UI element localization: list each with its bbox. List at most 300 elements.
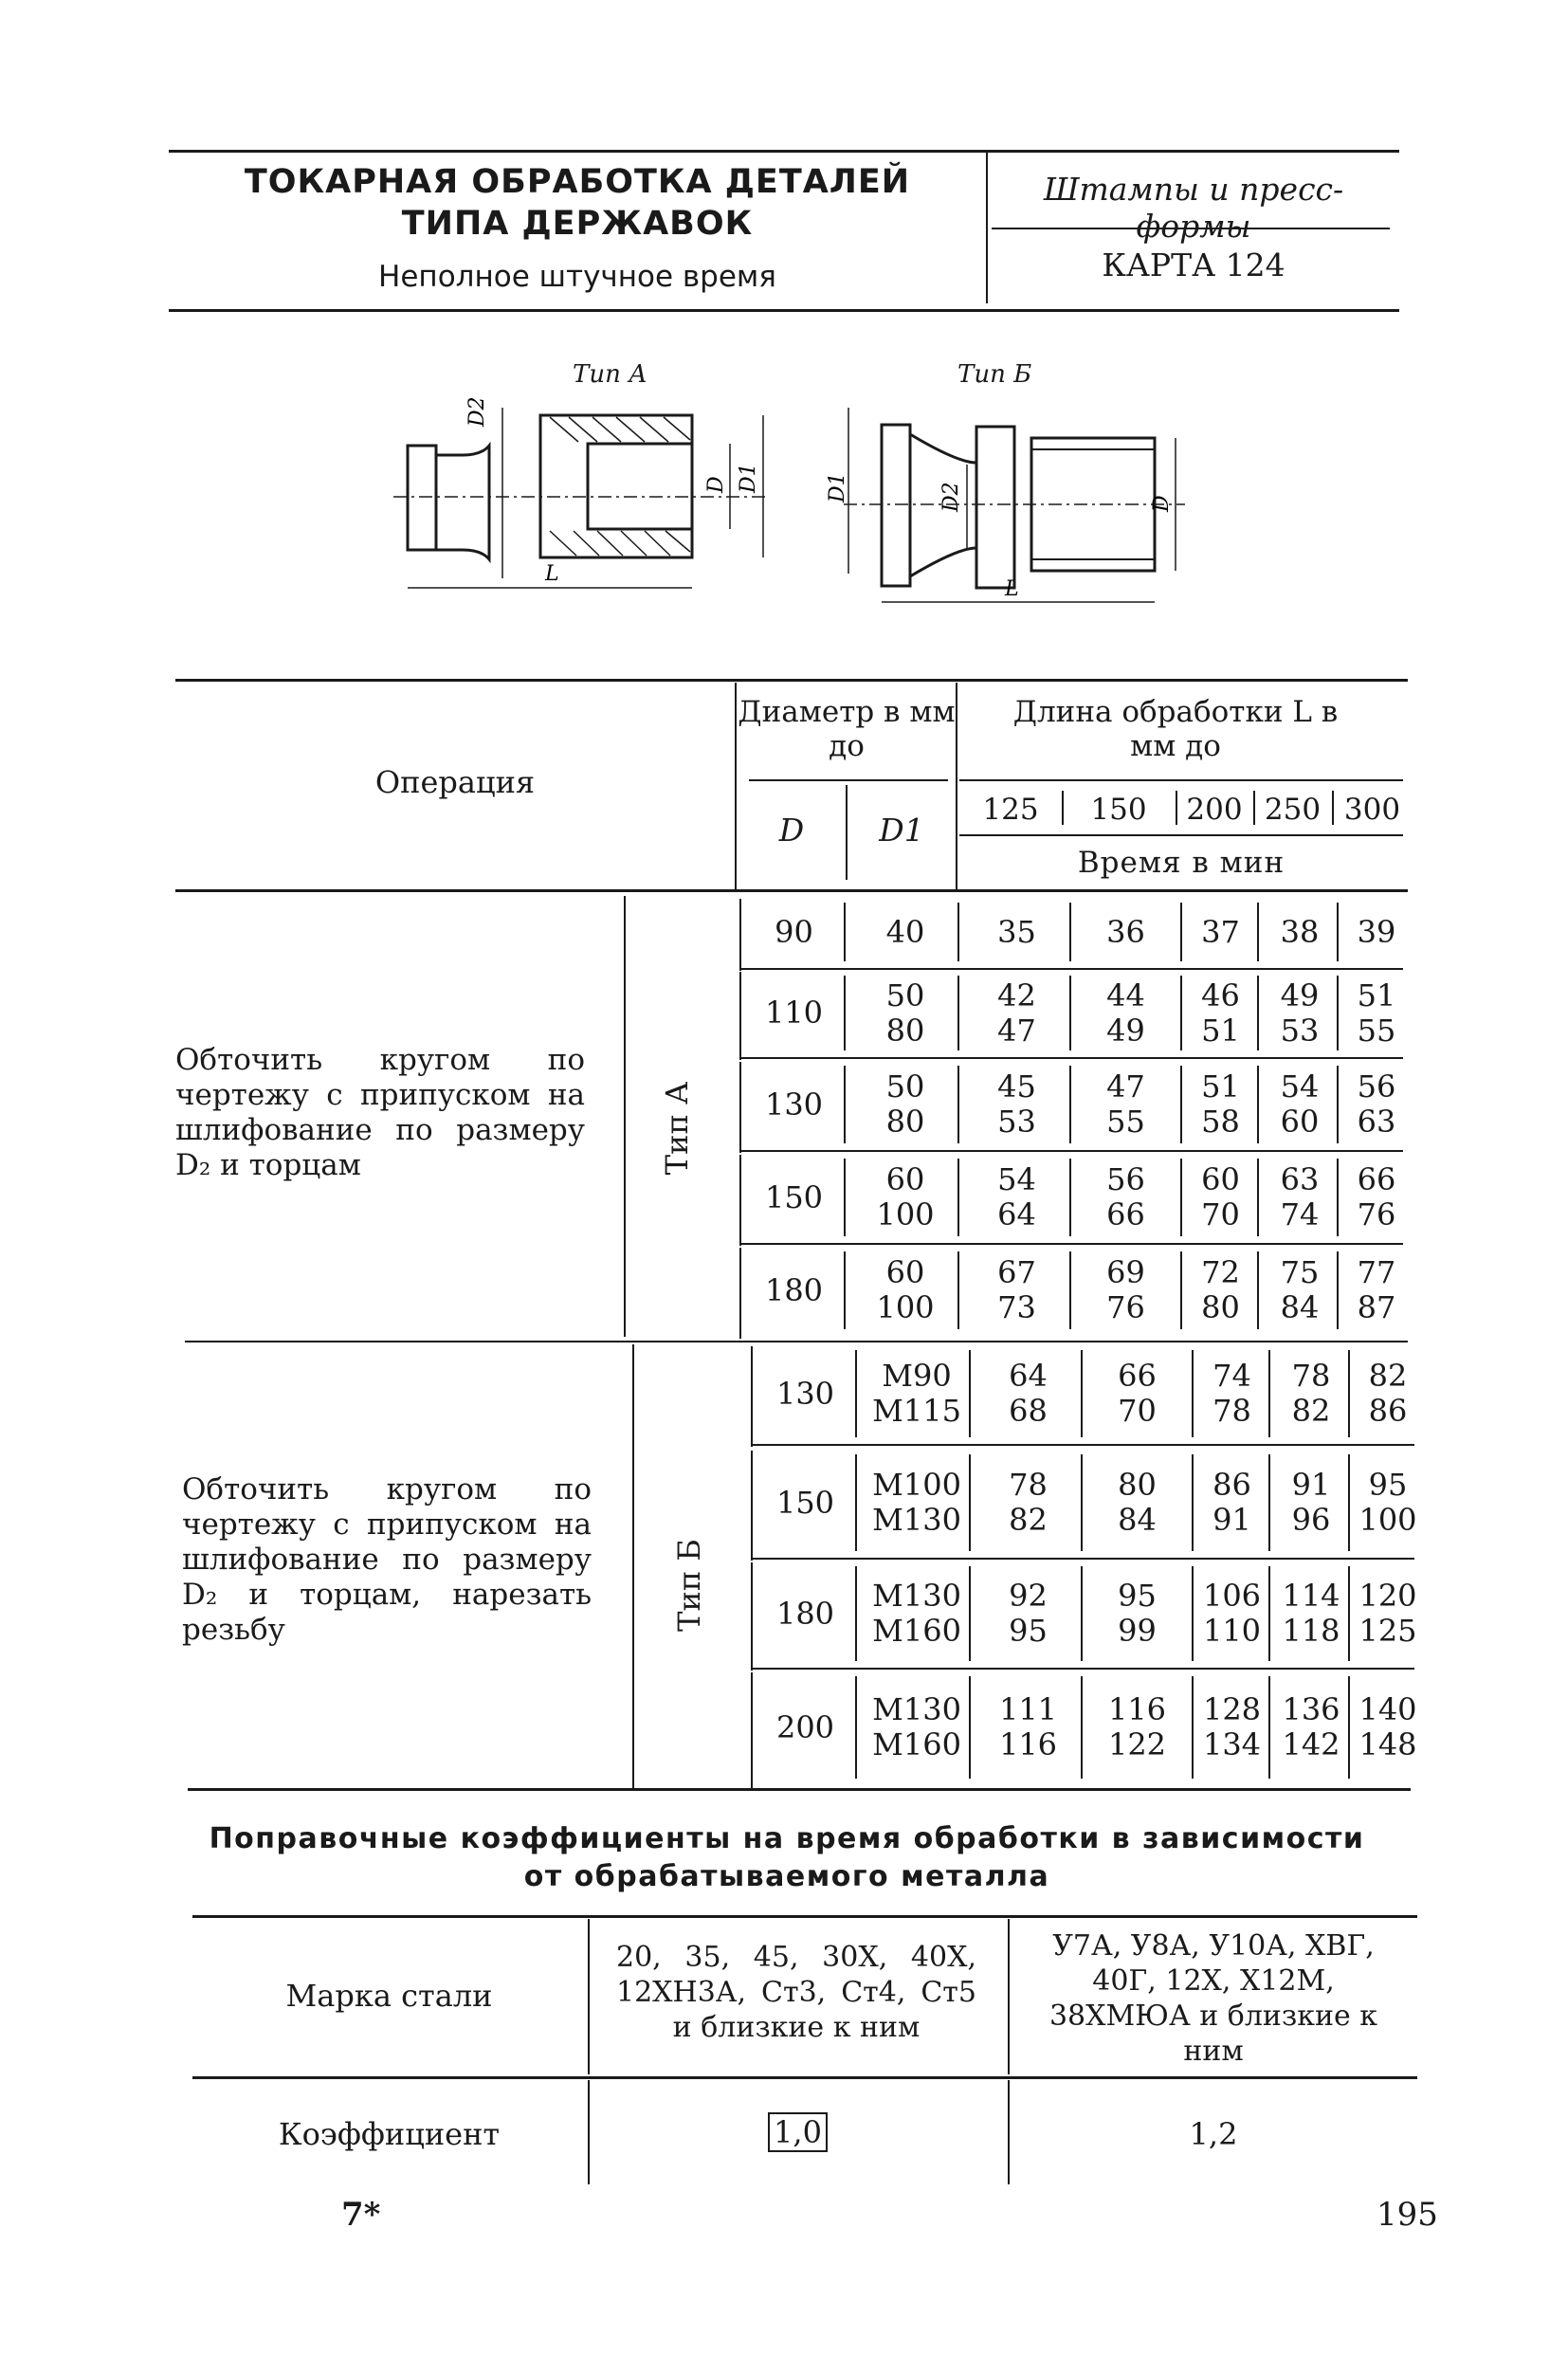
cell-time-line: 70: [1118, 1393, 1157, 1429]
cell-time-line: 84: [1280, 1289, 1320, 1325]
cell-time: [1071, 1255, 1180, 1325]
type-b-row-label: Тип Б: [671, 1539, 707, 1632]
length-col-separator: [1176, 791, 1177, 825]
cell-time-line: 64: [997, 1196, 1036, 1233]
length-col-separator: [1253, 791, 1255, 825]
cell-time-line: 110: [1202, 1613, 1262, 1649]
cell-time-line: 51: [1357, 977, 1396, 1014]
cell-time: [1071, 1162, 1180, 1233]
length-col-separator: [1332, 791, 1334, 825]
header-time-rule: [959, 834, 1403, 836]
cell-time: [1339, 1162, 1414, 1233]
cell-d1-line: M130: [872, 1502, 961, 1538]
cell-d1-line: M115: [872, 1393, 961, 1429]
cell-separator: [1180, 976, 1182, 1050]
cell-time-line: 56: [1357, 1068, 1396, 1105]
cell-time-line: 66: [1118, 1358, 1157, 1394]
col-operation-header: Операция: [374, 764, 536, 800]
cell-d1-line: 80: [885, 1104, 925, 1140]
row-left-border: [739, 1062, 741, 1153]
cell-time: [1192, 1468, 1272, 1538]
type-b-head: [882, 425, 910, 586]
cell-time: [1350, 1359, 1426, 1429]
cell-time: [1180, 1162, 1261, 1233]
cell-separator: [969, 1676, 971, 1779]
cell-separator: [1268, 1350, 1270, 1437]
cell-time-line: 100: [1358, 1502, 1417, 1538]
type-b-d-dim: D: [1150, 495, 1174, 512]
header-category: Штампы и пресс-формы: [1043, 171, 1344, 245]
header-vline-op: [735, 683, 737, 891]
row-left-border: [751, 1562, 753, 1671]
col-diameter-header: Диаметр в мм до: [738, 695, 956, 763]
cell-time: [1083, 1579, 1192, 1649]
cell-time: [1192, 1359, 1272, 1429]
cell-time-line: 111: [998, 1691, 1058, 1727]
cell-separator: [957, 1159, 959, 1236]
cell-time-line: 64: [1009, 1358, 1048, 1394]
cell-time: [1339, 1069, 1414, 1140]
length-col-header-3: 250: [1264, 793, 1322, 827]
cell-time: [1180, 915, 1261, 950]
cell-time-line: 140: [1358, 1691, 1417, 1727]
row-left-border: [751, 1451, 753, 1561]
correction-title-line2: от обрабатываемого металла: [523, 1860, 1050, 1893]
correction-row2-label: Коэффициент: [278, 2116, 501, 2152]
cell-time-line: 51: [1201, 1068, 1240, 1105]
cell-separator: [855, 1350, 857, 1437]
type-a-label: Тип А: [573, 360, 647, 389]
cell-time: [1261, 1162, 1339, 1233]
table-bottom-rule: [188, 1788, 1411, 1791]
cell-time: [1339, 915, 1414, 950]
cell-time: [1192, 1692, 1272, 1762]
correction-row1-col1: 20, 35, 45, 30Х, 40Х, 12ХН3А, Ст3, Ст4, Ст5 и близкие к ним: [616, 1941, 976, 2044]
length-col-separator: [1062, 791, 1064, 825]
cell-time: [1180, 978, 1261, 1049]
cell-time-line: 87: [1357, 1289, 1396, 1325]
cell-d1: [865, 1692, 969, 1762]
cell-time-line: 106: [1202, 1578, 1262, 1614]
type-a-head: [408, 446, 436, 550]
cell-time-line: 122: [1107, 1726, 1167, 1762]
type-a-bottom-rule: [185, 1341, 1408, 1342]
cell-time: [1350, 1579, 1426, 1649]
type-a-l-dim: L: [545, 562, 559, 586]
col-length-header: Длина обработки L в мм до: [1012, 695, 1339, 763]
cell-time-line: 44: [1106, 977, 1145, 1014]
cell-time-line: 38: [1280, 913, 1320, 950]
cell-time: [1071, 1069, 1180, 1140]
cell-separator: [1337, 903, 1339, 961]
cell-time: [1272, 1579, 1350, 1649]
cell-time-line: 92: [1009, 1578, 1048, 1614]
cell-separator: [1268, 1566, 1270, 1661]
cell-time-line: 37: [1201, 913, 1240, 950]
type-a-d-dim: D: [704, 476, 728, 493]
length-col-header-4: 300: [1343, 793, 1401, 827]
cell-d: 150: [775, 1484, 835, 1521]
cell-time: [1339, 1255, 1414, 1325]
cell-time-line: 63: [1280, 1161, 1320, 1197]
col-d1-header: D1: [879, 812, 924, 849]
header-top-rule: [169, 150, 1399, 153]
length-col-header-0: 125: [982, 793, 1039, 827]
cell-d: 130: [775, 1375, 835, 1412]
cell-time-line: 78: [1291, 1358, 1331, 1394]
cell-time-line: 51: [1201, 1012, 1240, 1049]
cell-time: [1272, 1359, 1350, 1429]
row-left-border: [739, 1248, 741, 1339]
cell-time-line: 66: [1106, 1196, 1145, 1233]
correction-row2-col2: 1,2: [1189, 2116, 1238, 2152]
cell-time: [1272, 1692, 1350, 1762]
cell-time-line: 99: [1118, 1613, 1157, 1649]
cell-separator: [969, 1454, 971, 1551]
cell-time-line: 142: [1282, 1726, 1340, 1762]
cell-d1: [865, 1579, 969, 1649]
cell-time-line: 70: [1201, 1196, 1240, 1233]
cell-d1-line: 60: [885, 1161, 925, 1197]
cell-separator: [957, 903, 959, 961]
cell-time: [1350, 1468, 1426, 1538]
cell-d1: [865, 1359, 969, 1429]
cell-time-line: 82: [1291, 1393, 1331, 1429]
cell-separator: [1069, 1066, 1071, 1143]
cell-separator: [1192, 1676, 1194, 1779]
type-b-drawing: [815, 389, 1213, 616]
cell-time-line: 55: [1357, 1012, 1396, 1049]
cell-time-line: 148: [1358, 1726, 1417, 1762]
cell-time-line: 91: [1212, 1502, 1251, 1538]
cell-separator: [855, 1454, 857, 1551]
time-label: Время в мин: [1077, 846, 1285, 880]
cell-d1-line: M130: [872, 1578, 961, 1614]
operation-type-a: Обточить кругом по чертежу с припуском на шлифование по размеру D₂ и торцам: [175, 1043, 585, 1182]
cell-time: [962, 1069, 1071, 1140]
type-a-row-label: Тип А: [659, 1081, 695, 1176]
cell-d: 110: [764, 995, 824, 1031]
cell-time-line: 120: [1358, 1578, 1417, 1614]
cell-separator: [855, 1676, 857, 1779]
row-rule: [751, 1444, 1414, 1446]
cell-separator: [1337, 1159, 1339, 1236]
cell-d: 90: [775, 913, 813, 950]
cell-time-line: 91: [1291, 1467, 1331, 1503]
type-b-d1-dim: D1: [826, 472, 849, 502]
cell-time-line: 55: [1106, 1104, 1145, 1140]
cell-time: [1180, 1069, 1261, 1140]
cell-time: [1071, 915, 1180, 950]
cell-time-line: 72: [1201, 1254, 1240, 1290]
cell-time-line: 84: [1118, 1502, 1157, 1538]
cell-time-line: 56: [1106, 1161, 1145, 1197]
cell-separator: [1069, 1159, 1071, 1236]
cell-separator: [1069, 1251, 1071, 1329]
cell-separator: [1268, 1454, 1270, 1551]
cell-time-line: 53: [1280, 1012, 1320, 1049]
cell-time-line: 58: [1201, 1104, 1240, 1140]
cell-separator: [1257, 976, 1259, 1050]
type-b-vline: [632, 1344, 634, 1788]
col-d-header: D: [778, 812, 805, 849]
row-rule: [739, 1150, 1403, 1152]
cell-d1-line: M160: [872, 1726, 961, 1762]
correction-vline2-a: [1008, 1919, 1010, 2074]
cell-time-line: 54: [997, 1161, 1036, 1197]
length-col-header-2: 200: [1186, 793, 1243, 827]
cell-separator: [1348, 1676, 1350, 1779]
row-rule: [739, 1057, 1403, 1059]
cell-separator: [1081, 1676, 1083, 1779]
cell-separator: [1081, 1566, 1083, 1661]
cell-time-line: 86: [1212, 1467, 1251, 1503]
cell-d: 180: [764, 1271, 824, 1308]
row-rule: [751, 1558, 1414, 1560]
cell-separator: [969, 1566, 971, 1661]
header-subtitle: Неполное штучное время: [378, 260, 776, 294]
cell-time-line: 116: [1107, 1691, 1167, 1727]
cell-d1-line: 100: [876, 1196, 935, 1233]
header-bottom-rule-table: [175, 889, 1408, 892]
cell-time-line: 46: [1201, 977, 1240, 1014]
cell-separator: [969, 1350, 971, 1437]
cell-time-line: 45: [997, 1068, 1036, 1105]
correction-vline1-a: [588, 1919, 590, 2074]
cell-separator: [1192, 1566, 1194, 1661]
cell-separator: [1257, 1159, 1259, 1236]
cell-time-line: 47: [997, 1012, 1036, 1049]
cell-d1-line: 50: [885, 1068, 925, 1105]
cell-time-line: 95: [1118, 1578, 1157, 1614]
length-col-header-1: 150: [1090, 793, 1147, 827]
operation-type-b: Обточить кругом по чертежу с припуском на шлифование по размеру D₂ и торцам, нарезать резьбу: [182, 1472, 592, 1647]
cell-d1-line: 50: [885, 977, 925, 1014]
cell-separator: [1192, 1350, 1194, 1437]
row-left-border: [751, 1672, 753, 1788]
cell-time: [962, 1162, 1071, 1233]
cell-d1: [865, 1468, 969, 1538]
cell-time: [974, 1692, 1083, 1762]
cell-time: [1350, 1692, 1426, 1762]
cell-time-line: 63: [1357, 1104, 1396, 1140]
cell-time-line: 67: [997, 1254, 1036, 1290]
type-b-l-dim: L: [1005, 577, 1019, 601]
cell-time-line: 80: [1201, 1289, 1240, 1325]
cell-separator: [1348, 1350, 1350, 1437]
cell-time-line: 75: [1280, 1254, 1320, 1290]
cell-d1-line: 40: [885, 913, 925, 950]
cell-separator: [957, 976, 959, 1050]
cell-d1-line: 60: [885, 1254, 925, 1290]
row-rule: [739, 968, 1403, 970]
cell-d1-line: 80: [885, 1012, 925, 1049]
header-diam-rule: [749, 779, 948, 781]
cell-time-line: 53: [997, 1104, 1036, 1140]
correction-mid-rule: [192, 2076, 1417, 2079]
cell-time: [1083, 1359, 1192, 1429]
cell-time-line: 74: [1280, 1196, 1320, 1233]
cell-d1-line: M90: [882, 1358, 952, 1394]
cell-time: [1192, 1579, 1272, 1649]
cell-separator: [1257, 1251, 1259, 1329]
cell-time-line: 60: [1201, 1161, 1240, 1197]
cell-time: [1339, 978, 1414, 1049]
cell-time-line: 118: [1282, 1613, 1340, 1649]
cell-time-line: 82: [1009, 1502, 1048, 1538]
cell-time-line: 60: [1280, 1104, 1320, 1140]
row-rule: [739, 1243, 1403, 1245]
cell-time-line: 82: [1368, 1358, 1408, 1394]
cell-time-line: 73: [997, 1289, 1036, 1325]
cell-time: [1083, 1692, 1192, 1762]
cell-separator: [844, 1159, 846, 1236]
row-left-border: [739, 972, 741, 1060]
cell-d1-line: M160: [872, 1613, 961, 1649]
type-a-bore: [588, 444, 692, 529]
cell-separator: [1257, 1066, 1259, 1143]
cell-time: [1272, 1468, 1350, 1538]
type-b-collar: [976, 427, 1014, 588]
cell-separator: [1069, 976, 1071, 1050]
cell-time: [1261, 1255, 1339, 1325]
cell-d1-line: M130: [872, 1691, 961, 1727]
cell-separator: [957, 1066, 959, 1143]
cell-time-line: 134: [1202, 1726, 1262, 1762]
cell-time-line: 74: [1212, 1358, 1251, 1394]
cell-d1: [853, 1162, 957, 1233]
cell-time-line: 86: [1368, 1393, 1408, 1429]
cell-separator: [1337, 1066, 1339, 1143]
cell-time: [974, 1579, 1083, 1649]
header-mid-rule: [992, 228, 1390, 229]
cell-time: [1180, 1255, 1261, 1325]
cell-separator: [1348, 1454, 1350, 1551]
cell-separator: [844, 976, 846, 1050]
cell-time: [974, 1359, 1083, 1429]
cell-separator: [957, 1251, 959, 1329]
row-left-border: [751, 1346, 753, 1447]
cell-d1: [853, 1255, 957, 1325]
cell-separator: [1069, 903, 1071, 961]
header-title-line1: ТОКАРНАЯ ОБРАБОТКА ДЕТАЛЕЙ: [244, 163, 911, 201]
cell-time-line: 76: [1357, 1196, 1396, 1233]
correction-top-rule: [192, 1915, 1417, 1918]
cell-separator: [1180, 903, 1182, 961]
correction-row1-label: Марка стали: [285, 1978, 493, 2014]
cell-d: 180: [775, 1595, 835, 1632]
correction-row2-col1: 1,0: [768, 2112, 828, 2152]
cell-time-line: 54: [1280, 1068, 1320, 1105]
cell-time-line: 114: [1282, 1578, 1340, 1614]
cell-time-line: 77: [1357, 1254, 1396, 1290]
cell-time: [1261, 978, 1339, 1049]
cell-time-line: 116: [998, 1726, 1058, 1762]
cell-d1-line: M100: [872, 1467, 961, 1503]
cell-time: [1071, 978, 1180, 1049]
cell-time-line: 68: [1009, 1393, 1048, 1429]
cell-separator: [1192, 1454, 1194, 1551]
cell-time-line: 69: [1106, 1254, 1145, 1290]
cell-separator: [855, 1566, 857, 1661]
type-a-drawing: [389, 389, 787, 607]
cell-time-line: 96: [1291, 1502, 1331, 1538]
type-a-neck: [436, 446, 489, 559]
cell-separator: [1081, 1350, 1083, 1437]
cell-time-line: 49: [1106, 1012, 1145, 1049]
cell-time-line: 39: [1357, 913, 1396, 950]
header-length-rule: [959, 779, 1403, 781]
header-card: КАРТА 124: [1102, 247, 1285, 283]
cell-time: [962, 1255, 1071, 1325]
cell-time-line: 78: [1212, 1393, 1251, 1429]
correction-title-line1: Поправочные коэффициенты на время обработки в зависимости: [209, 1822, 1365, 1855]
cell-d1: [853, 1069, 957, 1140]
cell-separator: [844, 903, 846, 961]
cell-time-line: 35: [997, 913, 1036, 950]
cell-separator: [1081, 1454, 1083, 1551]
cell-time-line: 78: [1009, 1467, 1048, 1503]
cell-time-line: 95: [1368, 1467, 1408, 1503]
footer-signature: 7*: [341, 2196, 381, 2234]
cell-time-line: 47: [1106, 1068, 1145, 1105]
row-left-border: [739, 899, 741, 971]
row-left-border: [739, 1155, 741, 1246]
cell-separator: [1180, 1066, 1182, 1143]
cell-separator: [1348, 1566, 1350, 1661]
cell-d: 130: [764, 1086, 824, 1123]
cell-time-line: 66: [1357, 1161, 1396, 1197]
cell-separator: [1180, 1159, 1182, 1236]
cell-time: [962, 978, 1071, 1049]
cell-separator: [1337, 976, 1339, 1050]
type-b-d2-dim: D2: [939, 482, 963, 512]
cell-time: [1261, 1069, 1339, 1140]
cell-time-line: 125: [1358, 1613, 1417, 1649]
cell-separator: [1337, 1251, 1339, 1329]
type-a-d2-dim: D2: [465, 396, 489, 427]
row-rule: [751, 1668, 1414, 1670]
header-vline-diam: [956, 683, 957, 891]
cell-time-line: 80: [1118, 1467, 1157, 1503]
table-top-rule: [175, 679, 1408, 682]
type-a-d1-dim: D1: [737, 463, 760, 493]
cell-d1-line: 100: [876, 1289, 935, 1325]
cell-time-line: 95: [1009, 1613, 1048, 1649]
cell-time-line: 36: [1106, 913, 1145, 950]
cell-time-line: 49: [1280, 977, 1320, 1014]
cell-d: 150: [764, 1178, 824, 1215]
cell-time-line: 128: [1202, 1691, 1262, 1727]
cell-time: [1261, 915, 1339, 950]
header-title-line2: ТИПА ДЕРЖАВОК: [401, 205, 754, 243]
cell-separator: [1180, 1251, 1182, 1329]
cell-time: [974, 1468, 1083, 1538]
cell-time: [962, 915, 1071, 950]
cell-time: [1083, 1468, 1192, 1538]
cell-separator: [1268, 1676, 1270, 1779]
type-b-label: Тип Б: [957, 360, 1032, 389]
cell-time-line: 42: [997, 977, 1036, 1014]
correction-row1-col2: У7А, У8А, У10А, ХВГ, 40Г, 12Х, Х12М, 38ХМЮА и близкие к ним: [1048, 1929, 1378, 2068]
cell-d1: [853, 978, 957, 1049]
cell-time-line: 76: [1106, 1289, 1145, 1325]
type-a-vline: [624, 896, 626, 1337]
cell-separator: [1257, 903, 1259, 961]
cell-d1: [853, 915, 957, 950]
cell-time-line: 136: [1282, 1691, 1340, 1727]
cell-d: 200: [775, 1708, 835, 1745]
